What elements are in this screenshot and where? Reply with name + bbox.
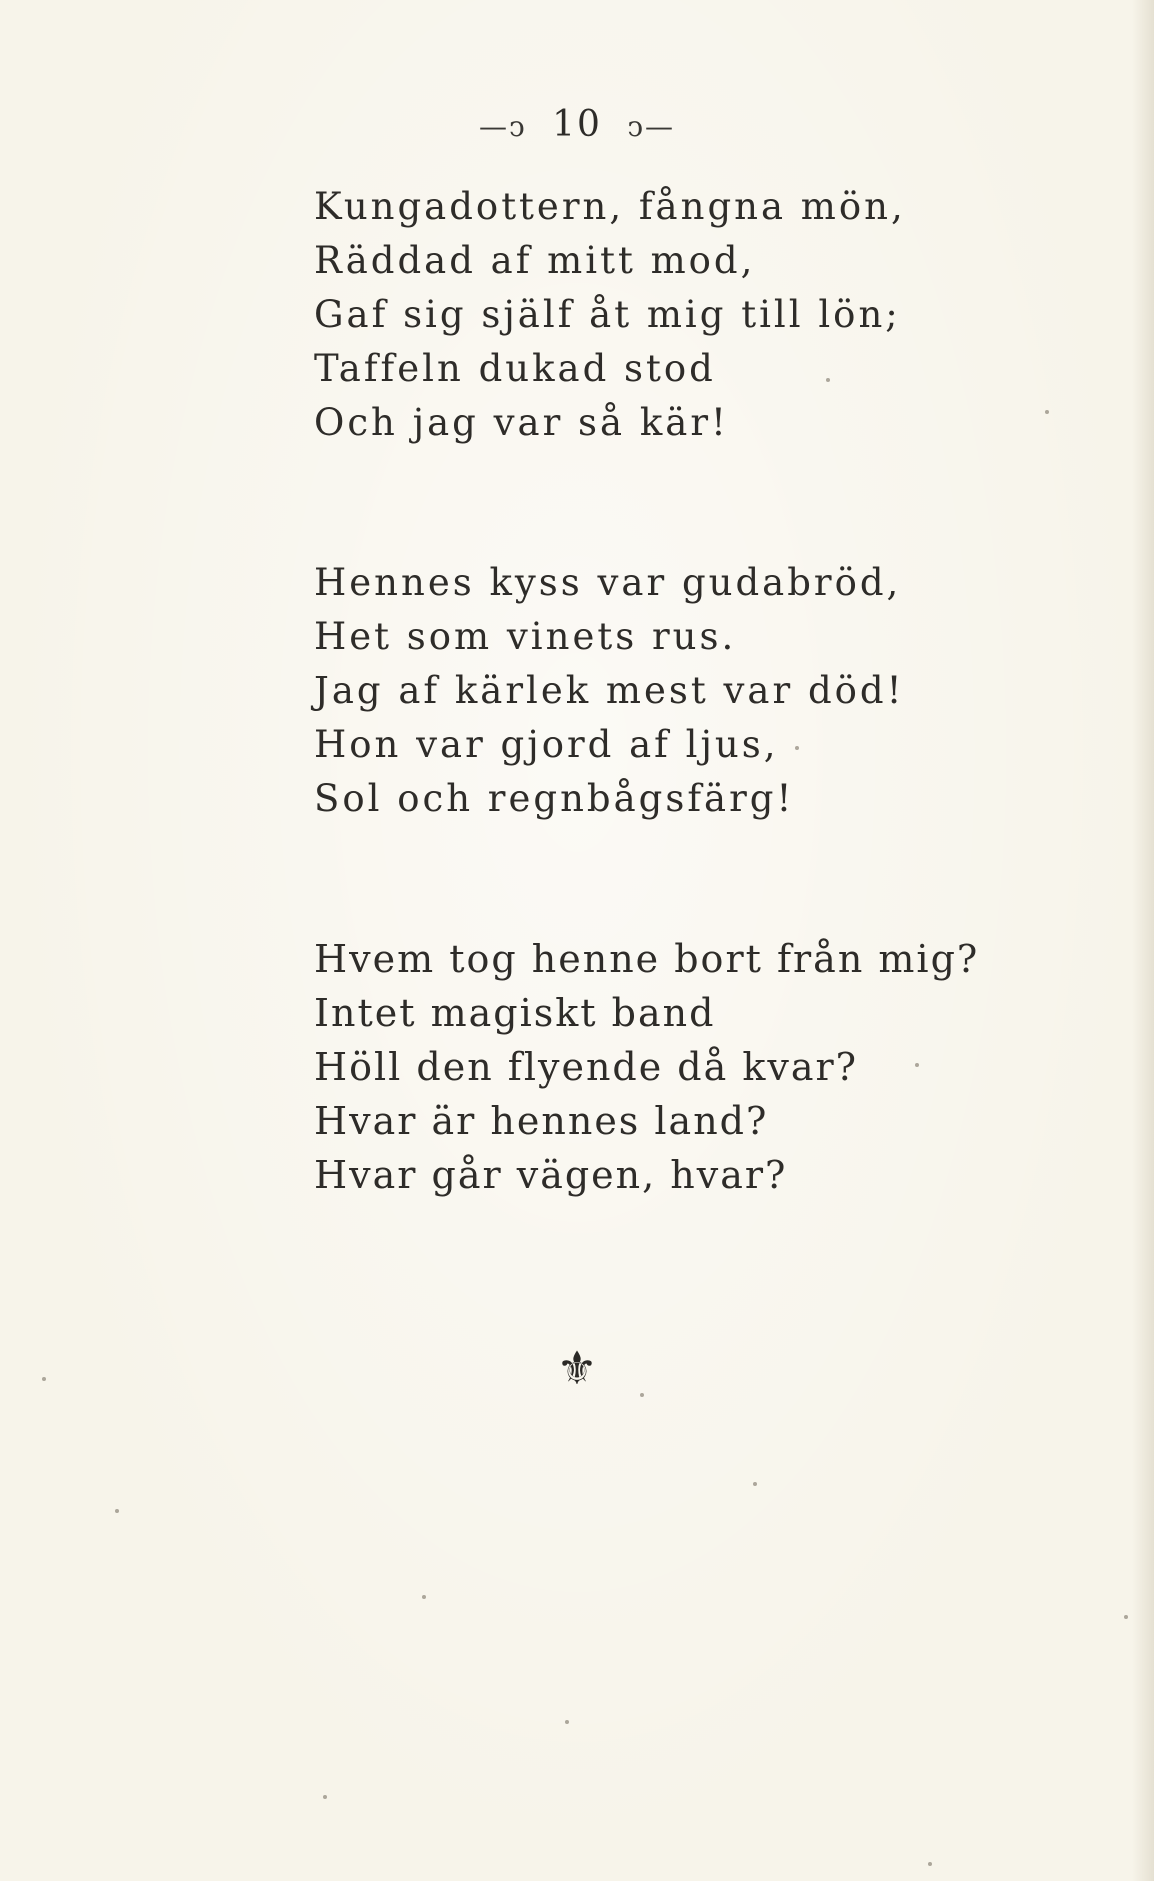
stanza-2: [314, 556, 904, 826]
verse-line: Het som vinets rus.: [314, 615, 737, 658]
stanza-3: [314, 932, 979, 1202]
verse-line: Hvar är hennes land?: [314, 1099, 769, 1143]
verse-line: Gaf sig själf åt mig till lön;: [314, 293, 901, 336]
page-number: 10: [552, 104, 602, 145]
verse-line: Räddad af mitt mod,: [314, 239, 756, 282]
verse-line: Intet magiskt band: [314, 991, 716, 1035]
header-ornament-right: ↄ—: [627, 110, 676, 143]
verse-line: Sol och regnbågsfärg!: [314, 777, 795, 820]
paper-speck: [323, 1795, 327, 1799]
verse-line: Kungadottern, fångna mön,: [314, 185, 906, 228]
page-header: [0, 103, 1154, 149]
stanza-1: [314, 180, 906, 450]
verse-line: Hon var gjord af ljus,: [314, 723, 779, 766]
page-edge-shadow: [1132, 0, 1154, 1881]
paper-speck: [640, 1393, 644, 1397]
paper-speck: [115, 1509, 119, 1513]
paper-speck: [422, 1595, 426, 1599]
verse-line: Hvem tog henne bort från mig?: [314, 937, 980, 981]
paper-speck: [42, 1377, 46, 1381]
paper-speck: [795, 746, 799, 750]
paper-speck: [826, 378, 830, 382]
verse-line: Hennes kyss var gudabröd,: [314, 561, 902, 604]
paper-speck: [1124, 1615, 1128, 1619]
paper-speck: [1045, 410, 1049, 414]
header-ornament-left: —ↄ: [478, 110, 527, 143]
verse-line: Och jag var så kär!: [314, 401, 729, 444]
verse-line: Höll den flyende då kvar?: [314, 1045, 859, 1089]
paper-speck: [915, 1063, 919, 1067]
verse-line: Jag af kärlek mest var död!: [314, 669, 905, 712]
paper-speck: [928, 1862, 932, 1866]
paper-speck: [753, 1482, 757, 1486]
fleur-de-lis-icon: ⚜: [556, 1341, 598, 1395]
paper-speck: [565, 1720, 569, 1724]
verse-line: Taffeln dukad stod: [314, 347, 716, 390]
verse-line: Hvar går vägen, hvar?: [314, 1153, 788, 1197]
